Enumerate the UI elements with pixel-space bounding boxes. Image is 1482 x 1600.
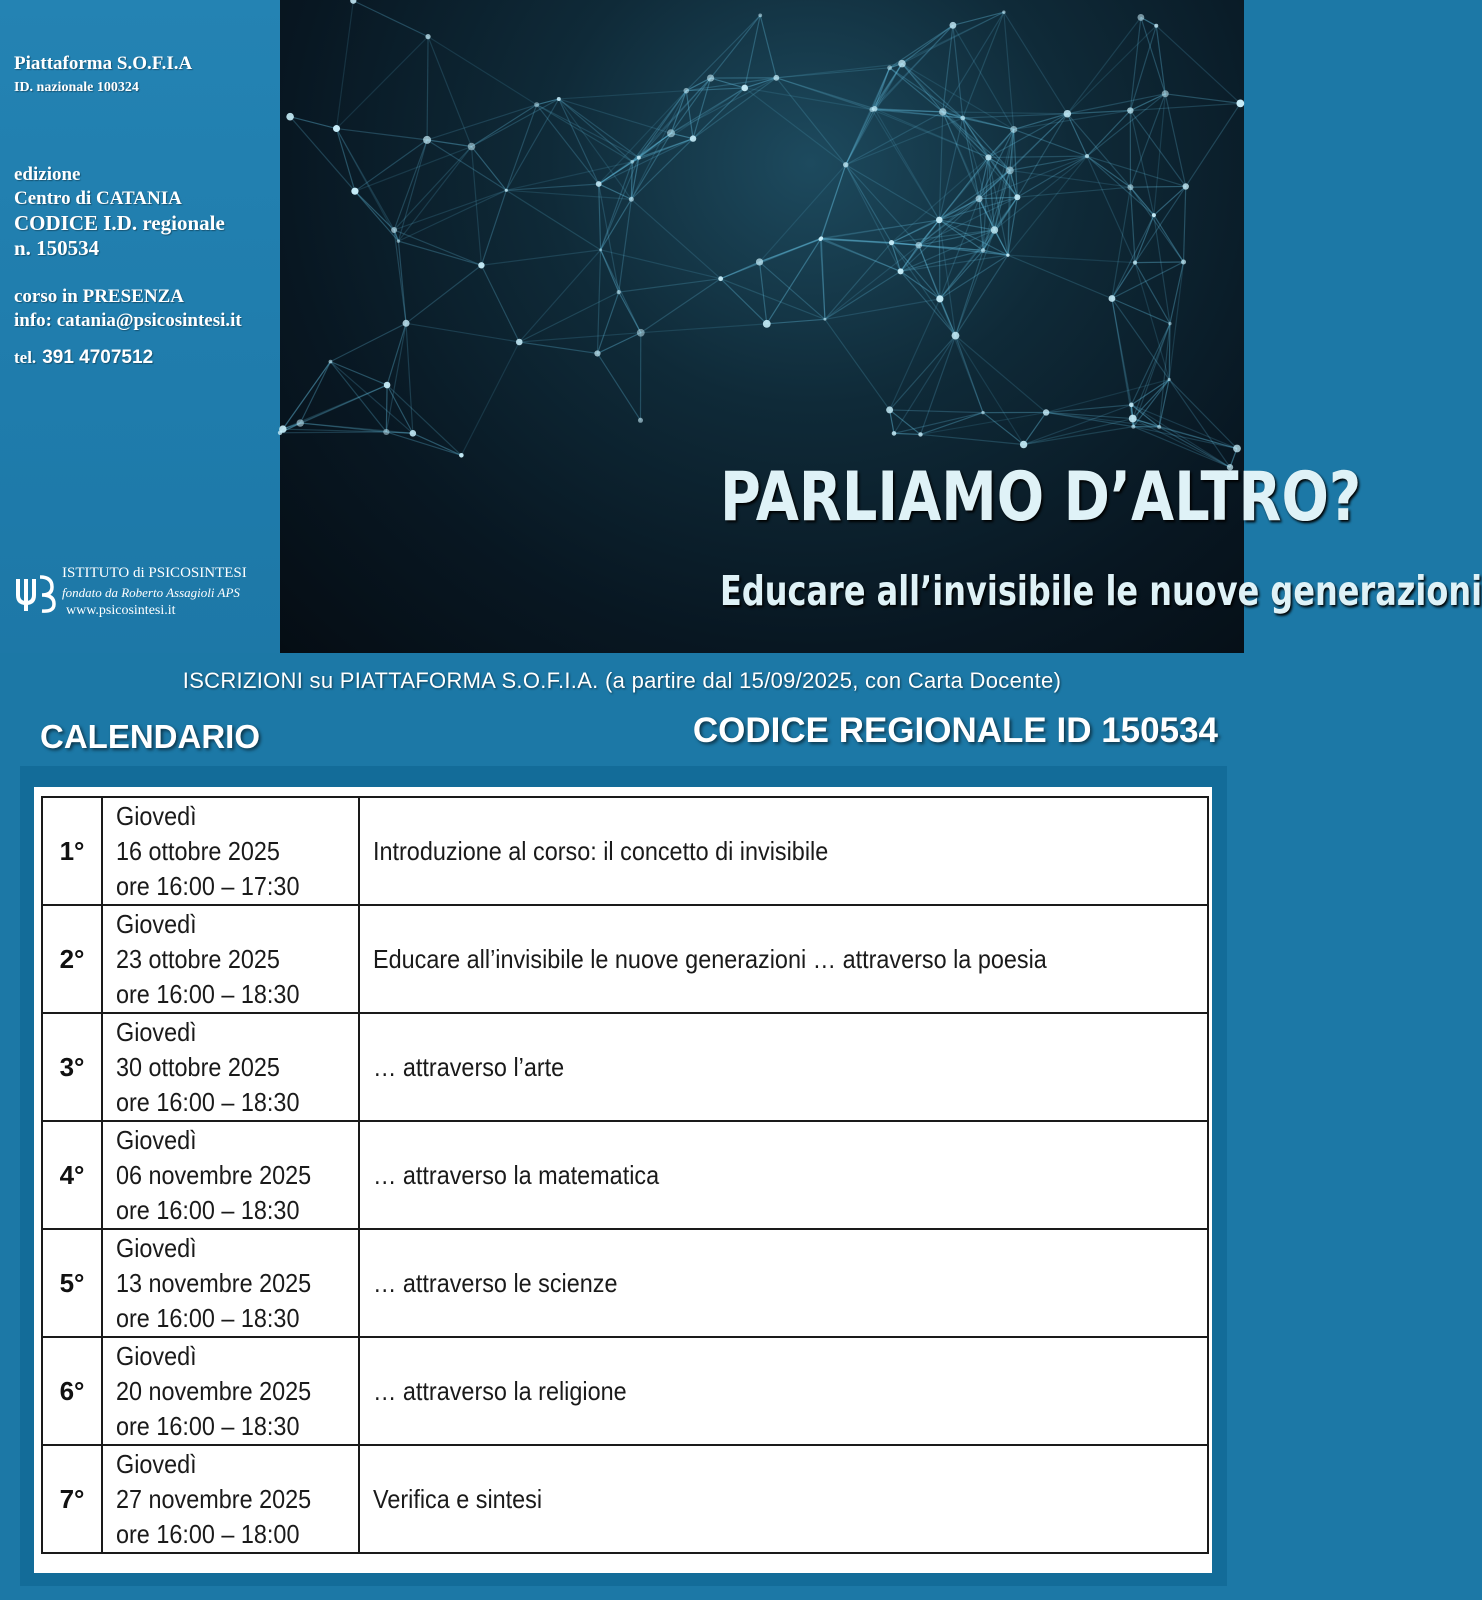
platform-name: Piattaforma S.O.F.I.A bbox=[14, 53, 193, 74]
session-date: 13 novembre 2025 bbox=[116, 1267, 312, 1298]
session-topic: Educare all’invisibile le nuove generazioni … attraverso la poesia bbox=[373, 943, 1047, 974]
session-topic: Verifica e sintesi bbox=[373, 1483, 543, 1514]
session-day: Giovedì bbox=[116, 1232, 197, 1263]
session-day: Giovedì bbox=[116, 1448, 197, 1479]
regional-code-heading: CODICE REGIONALE ID 150534 bbox=[692, 711, 1218, 750]
course-mode: corso in PRESENZA bbox=[14, 286, 184, 307]
session-number: 4° bbox=[42, 1121, 102, 1229]
session-topic-cell bbox=[359, 1229, 1208, 1337]
network-banner-image bbox=[280, 0, 1482, 653]
session-date: 06 novembre 2025 bbox=[116, 1159, 312, 1190]
logo-line-website[interactable]: www.psicosintesi.it bbox=[66, 603, 176, 618]
session-time: ore 16:00 – 18:00 bbox=[116, 1518, 300, 1549]
session-time: ore 16:00 – 18:30 bbox=[116, 1194, 300, 1225]
session-topic: … attraverso la matematica bbox=[373, 1159, 660, 1190]
session-topic: … attraverso la religione bbox=[373, 1375, 627, 1406]
session-topic: Introduzione al corso: il concetto di invisibile bbox=[373, 835, 829, 866]
schedule-row bbox=[42, 1013, 1208, 1121]
session-date: 16 ottobre 2025 bbox=[116, 835, 280, 866]
edition-label: edizione bbox=[14, 164, 81, 185]
session-day: Giovedì bbox=[116, 908, 197, 939]
session-date-cell bbox=[102, 797, 359, 905]
session-time: ore 16:00 – 18:30 bbox=[116, 978, 300, 1009]
session-number: 7° bbox=[42, 1445, 102, 1553]
logo-line-founder: fondato da Roberto Assagioli APS bbox=[62, 585, 240, 600]
institute-logo bbox=[12, 565, 277, 625]
session-date-cell bbox=[102, 905, 359, 1013]
page-subtitle: Educare all’invisibile le nuove generazioni bbox=[720, 567, 1482, 615]
logo-line-institute: ISTITUTO di PSICOSINTESI bbox=[62, 565, 247, 581]
center-name: Centro di CATANIA bbox=[14, 188, 182, 209]
schedule-row bbox=[42, 1337, 1208, 1445]
session-day: Giovedì bbox=[116, 1124, 197, 1155]
session-time: ore 16:00 – 17:30 bbox=[116, 870, 300, 901]
schedule-table bbox=[41, 796, 1209, 1554]
header-section bbox=[0, 0, 1482, 653]
session-time: ore 16:00 – 18:30 bbox=[116, 1086, 300, 1117]
regional-code-label: CODICE I.D. regionale bbox=[14, 211, 225, 235]
sidebar-info-panel bbox=[0, 0, 280, 653]
session-date-cell bbox=[102, 1445, 359, 1553]
session-date-cell bbox=[102, 1337, 359, 1445]
session-time: ore 16:00 – 18:30 bbox=[116, 1410, 300, 1441]
session-number: 1° bbox=[42, 797, 102, 905]
session-topic-cell bbox=[359, 1445, 1208, 1553]
session-day: Giovedì bbox=[116, 800, 197, 831]
tel-number: 391 4707512 bbox=[42, 347, 154, 368]
session-topic-cell bbox=[359, 1337, 1208, 1445]
session-date: 20 novembre 2025 bbox=[116, 1375, 312, 1406]
session-number: 5° bbox=[42, 1229, 102, 1337]
session-date-cell bbox=[102, 1229, 359, 1337]
contact-email[interactable]: info: catania@psicosintesi.it bbox=[14, 310, 242, 331]
psicosintesi-logo-icon bbox=[12, 573, 58, 613]
session-topic: … attraverso le scienze bbox=[373, 1267, 618, 1298]
page-title: PARLIAMO D’ALTRO? bbox=[720, 458, 1362, 537]
contact-phone[interactable] bbox=[14, 347, 153, 369]
session-topic-cell bbox=[359, 1121, 1208, 1229]
session-number: 6° bbox=[42, 1337, 102, 1445]
national-id: ID. nazionale 100324 bbox=[14, 80, 139, 95]
schedule-row bbox=[42, 1445, 1208, 1553]
session-date: 23 ottobre 2025 bbox=[116, 943, 280, 974]
schedule-row bbox=[42, 905, 1208, 1013]
session-topic-cell bbox=[359, 1013, 1208, 1121]
session-topic: … attraverso l’arte bbox=[373, 1051, 565, 1082]
session-date: 27 novembre 2025 bbox=[116, 1483, 312, 1514]
session-topic-cell bbox=[359, 905, 1208, 1013]
tel-label: tel. bbox=[14, 348, 37, 367]
schedule-row bbox=[42, 1121, 1208, 1229]
registration-notice: ISCRIZIONI su PIATTAFORMA S.O.F.I.A. (a partire dal 15/09/2025, con Carta Docente) bbox=[182, 668, 1062, 693]
session-topic-cell bbox=[359, 797, 1208, 905]
session-number: 3° bbox=[42, 1013, 102, 1121]
regional-code-number: n. 150534 bbox=[14, 236, 100, 260]
calendar-heading: CALENDARIO bbox=[40, 718, 260, 755]
session-time: ore 16:00 – 18:30 bbox=[116, 1302, 300, 1333]
session-day: Giovedì bbox=[116, 1340, 197, 1371]
session-day: Giovedì bbox=[116, 1016, 197, 1047]
session-date: 30 ottobre 2025 bbox=[116, 1051, 280, 1082]
schedule-row bbox=[42, 1229, 1208, 1337]
network-graphic bbox=[280, 0, 1244, 653]
session-date-cell bbox=[102, 1121, 359, 1229]
session-date-cell bbox=[102, 1013, 359, 1121]
session-number: 2° bbox=[42, 905, 102, 1013]
schedule-row bbox=[42, 797, 1208, 905]
